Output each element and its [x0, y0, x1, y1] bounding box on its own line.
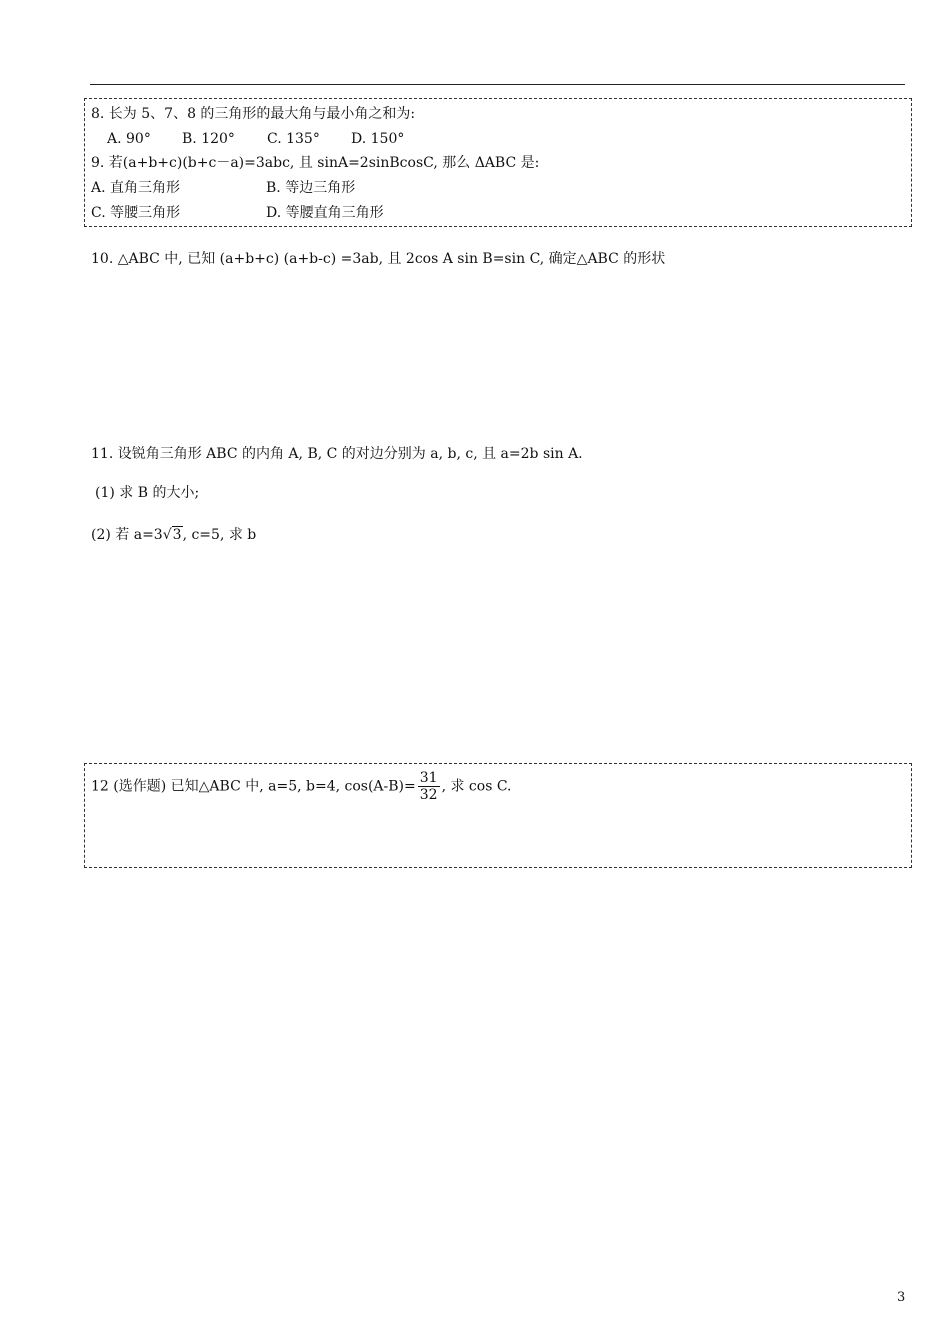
- q8-option-d: D. 150°: [351, 131, 405, 147]
- q12-stem: [91, 770, 512, 803]
- page-number: 3: [897, 1290, 906, 1305]
- header-rule: [90, 84, 905, 85]
- fraction-numerator: 31: [419, 770, 438, 786]
- sqrt-expression: √3: [162, 527, 182, 543]
- sqrt-radicand: 3: [172, 527, 182, 543]
- q9-stem: 9. 若(a+b+c)(b+c－a)=3abc, 且 sinA=2sinBcosC, 那么 ΔABC 是:: [91, 155, 540, 171]
- q12-prefix: 12 (选作题) 已知△ABC 中, a=5, b=4, cos(A-B)=: [91, 778, 416, 795]
- q8-option-c: C. 135°: [267, 131, 320, 147]
- q9-option-a: A. 直角三角形: [91, 180, 181, 196]
- fraction-denominator: 32: [419, 787, 438, 803]
- q12-suffix: , 求 cos C.: [441, 778, 512, 795]
- q9-option-c: C. 等腰三角形: [91, 205, 181, 221]
- q8-option-a: A. 90°: [107, 131, 151, 147]
- q11-part2-suffix: , c=5, 求 b: [182, 527, 257, 543]
- fraction: [418, 770, 440, 803]
- q9-option-d: D. 等腰直角三角形: [266, 205, 384, 221]
- q8-stem: 8. 长为 5、7、8 的三角形的最大角与最小角之和为:: [91, 106, 416, 122]
- q11-part2: [91, 526, 256, 544]
- q11-stem: 11. 设锐角三角形 ABC 的内角 A, B, C 的对边分别为 a, b, c, 且 a=2b sin A.: [91, 446, 583, 462]
- q8-option-b: B. 120°: [182, 131, 235, 147]
- q9-option-b: B. 等边三角形: [266, 180, 356, 196]
- q11-part2-prefix: (2) 若 a=3: [91, 527, 163, 543]
- q10-stem: 10. △ABC 中, 已知 (a+b+c) (a+b-c) =3ab, 且 2cos A sin B=sin C, 确定△ABC 的形状: [91, 251, 666, 267]
- q11-part1: (1) 求 B 的大小;: [95, 485, 200, 501]
